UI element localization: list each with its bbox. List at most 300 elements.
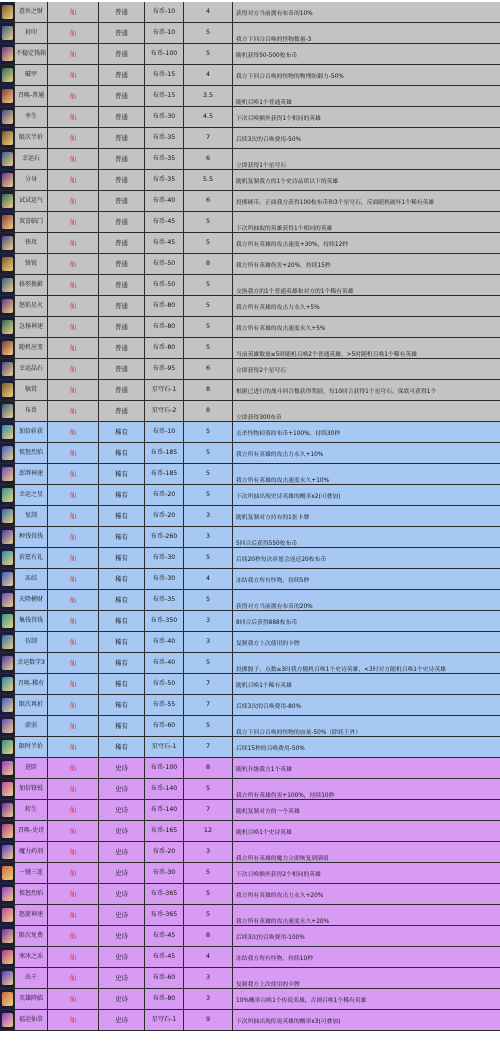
card-level: 5: [184, 863, 233, 883]
card-level: 3: [184, 842, 233, 862]
card-tag: 仙: [48, 485, 99, 505]
card-description: [233, 485, 500, 505]
card-level: 5: [184, 884, 233, 904]
table-row: [0, 590, 500, 611]
card-rarity: 史诗: [99, 758, 145, 778]
card-level: 5: [184, 23, 233, 43]
quick-attack-icon: [0, 233, 15, 253]
table-row: [0, 380, 500, 401]
card-description-text: 我方所有英雄的攻击速度+30%，持续12秒: [236, 242, 349, 248]
card-cost: 布币-15: [145, 86, 184, 106]
card-description-text: 当前英雄数量≤5时随机召唤2个普通英雄，>5时随机召唤1个稀有英雄: [236, 352, 417, 358]
card-name: 限时半价: [15, 737, 48, 757]
card-cost: 布币-20: [145, 842, 184, 862]
card-rarity: 普通: [99, 254, 145, 274]
card-cost: 布币-35: [145, 590, 184, 610]
table-row: [0, 149, 500, 170]
card-name: 限次半价: [15, 128, 48, 148]
table-row: [0, 338, 500, 359]
card-level: 5: [184, 485, 233, 505]
card-tag: 仙: [48, 590, 99, 610]
card-tag: 仙: [48, 821, 99, 841]
card-rarity: 史诗: [99, 821, 145, 841]
card-cost: 布币-365: [145, 905, 184, 925]
card-description-text: 获得对方当前拥有布币的10%: [236, 11, 313, 17]
card-name: 种钱得钱: [15, 527, 48, 547]
table-row: [0, 989, 500, 1010]
card-description-text: 随机复制对方的一个英雄: [236, 809, 300, 815]
card-level: 5: [184, 296, 233, 316]
card-cost: 布币-140: [145, 779, 184, 799]
card-name: 怒旋神速: [15, 905, 48, 925]
card-tag: 仙: [48, 296, 99, 316]
card-cost: 布币-80: [145, 317, 184, 337]
chest-icon: [0, 44, 15, 64]
card-cost: 布币-80: [145, 989, 184, 1009]
card-name: 封印: [15, 23, 48, 43]
card-level: 3: [184, 527, 233, 547]
card-description-text: 随机复制对方持有的1张卡牌: [236, 515, 310, 521]
table-row: [0, 275, 500, 296]
card-cost: 布币-60: [145, 968, 184, 988]
card-rarity: 普通: [99, 317, 145, 337]
card-name: 英雄降临: [15, 989, 48, 1009]
card-name: 怒焰星火: [15, 296, 48, 316]
card-description: [233, 23, 500, 43]
table-row: [0, 569, 500, 590]
double-loot-icon: [0, 422, 15, 442]
card-description: [233, 884, 500, 904]
card-rarity: 史诗: [99, 842, 145, 862]
card-name: 随机应变: [15, 338, 48, 358]
card-cost: 布币-45: [145, 926, 184, 946]
card-description: [233, 695, 500, 715]
card-description: [233, 926, 500, 946]
lucky-stone-icon: [0, 149, 15, 169]
card-description: [233, 863, 500, 883]
card-level: 5: [184, 905, 233, 925]
card-cost: 布币-100: [145, 758, 184, 778]
rebirth-icon: [0, 800, 15, 820]
table-row: [0, 800, 500, 821]
card-description-text: 10%概率召唤1个传说英雄，否则召唤1个稀有英雄: [236, 998, 367, 1004]
card-name: 召唤-普通: [15, 86, 48, 106]
card-cost: 布币-50: [145, 275, 184, 295]
table-row: [0, 863, 500, 884]
card-name: 出千: [15, 968, 48, 988]
card-tag: 仙: [48, 422, 99, 442]
card-description-text: 随机召唤1个普通英雄: [236, 100, 292, 106]
card-description: [233, 128, 500, 148]
card-level: 5: [184, 779, 233, 799]
card-name: 魔力药剂: [15, 842, 48, 862]
card-description-text: 我方下回合召唤的怪物的血量-50%（除妖王外）: [236, 730, 362, 736]
card-description-text: 立即获得300布币: [236, 415, 282, 421]
table-row: [0, 947, 500, 968]
table-row: [0, 548, 500, 569]
windfall-icon: [0, 590, 15, 610]
card-rarity: 史诗: [99, 1010, 145, 1030]
table-row: [0, 170, 500, 191]
card-description: [233, 359, 500, 379]
surge-icon: [0, 464, 15, 484]
card-level: 6: [184, 149, 233, 169]
table-row: [0, 737, 500, 758]
table-row: [0, 233, 500, 254]
card-description-text: 击杀怪物掉落的布币+100%，持续30秒: [236, 431, 341, 437]
table-row: [0, 254, 500, 275]
card-description-text: 8回合后获得888枚布币: [236, 620, 298, 626]
card-cost: 布币-50: [145, 674, 184, 694]
card-level: 6: [184, 359, 233, 379]
card-description-text: 获得对方当前拥有布币的20%: [236, 604, 313, 610]
table-row: [0, 653, 500, 674]
card-tag: 仙: [48, 233, 99, 253]
card-cost: 布币-40: [145, 632, 184, 652]
card-cost: 星穹石-1: [145, 380, 184, 400]
card-rarity: 稀有: [99, 548, 145, 568]
timed-discount-icon: [0, 737, 15, 757]
card-name: 不稳定钱箱: [15, 44, 48, 64]
card-cost: 布币-40: [145, 653, 184, 673]
table-row: [0, 485, 500, 506]
card-tag: 仙: [48, 44, 99, 64]
card-cost: 布币-10: [145, 23, 184, 43]
card-level: 8: [184, 401, 233, 421]
card-rarity: 史诗: [99, 800, 145, 820]
table-row: [0, 716, 500, 737]
card-name: 一键三连: [15, 863, 48, 883]
card-name: 仿制: [15, 632, 48, 652]
table-row: [0, 905, 500, 926]
card-description: [233, 674, 500, 694]
flame-icon: [0, 296, 15, 316]
table-row: [0, 212, 500, 233]
card-rarity: 普通: [99, 23, 145, 43]
card-name: 加倍锋锐: [15, 779, 48, 799]
card-level: 4: [184, 947, 233, 967]
free-icon: [0, 926, 15, 946]
card-name: 双喜临门: [15, 212, 48, 232]
card-description-text: 随机获得50-500枚布币: [236, 53, 298, 59]
gold-coin-icon: [0, 2, 15, 22]
card-name: 虚弱: [15, 716, 48, 736]
card-name: 限次再折: [15, 695, 48, 715]
card-level: 5: [184, 233, 233, 253]
card-cost: 布币-60: [145, 716, 184, 736]
card-rarity: 稀有: [99, 464, 145, 484]
card-level: 4.5: [184, 107, 233, 127]
table-row: [0, 2, 500, 23]
card-description: [233, 170, 500, 190]
card-name: 澎湃神速: [15, 464, 48, 484]
card-name: 孪生: [15, 107, 48, 127]
card-description: [233, 968, 500, 988]
table-row: [0, 128, 500, 149]
card-description-text: 复制我方上次使用的卡牌: [236, 982, 300, 988]
card-tag: 仙: [48, 716, 99, 736]
card-tag: 仙: [48, 464, 99, 484]
card-description-text: 下次所抽出现传说英雄的概率x3(可叠加): [236, 1019, 341, 1025]
card-description-text: 冻结我方所有怪物，持续5秒: [236, 578, 310, 584]
card-cost: 布币-40: [145, 191, 184, 211]
card-description-text: 下次召唤额外获得1个相同的英雄: [236, 116, 321, 122]
card-rarity: 普通: [99, 380, 145, 400]
table-row: [0, 968, 500, 989]
card-rarity: 普通: [99, 128, 145, 148]
card-description-text: 我方所有英雄伤害+20%，持续15秒: [236, 263, 331, 269]
card-tag: 仙: [48, 548, 99, 568]
card-cost: 布币-165: [145, 821, 184, 841]
table-row: [0, 884, 500, 905]
card-description-text: 随机升级我方1个英雄: [236, 767, 292, 773]
ice-icon: [0, 947, 15, 967]
card-level: 5: [184, 443, 233, 463]
table-row: [0, 359, 500, 380]
card-rarity: 普通: [99, 338, 145, 358]
table-row: [0, 779, 500, 800]
card-level: 3: [184, 506, 233, 526]
card-rarity: 稀有: [99, 632, 145, 652]
card-description: [233, 1010, 500, 1030]
card-description-text: 随机复制我方的1个史诗品质以下的英雄: [236, 179, 339, 185]
reward-icon: [0, 380, 15, 400]
card-description: [233, 401, 500, 421]
coin-pile-icon: [0, 401, 15, 421]
card-name: 福运仙草: [15, 1010, 48, 1030]
freeze-icon: [0, 569, 15, 589]
card-description: [233, 2, 500, 22]
card-name: 限次免费: [15, 926, 48, 946]
card-description: [233, 233, 500, 253]
card-description-text: 立即获得1个星穹石: [236, 163, 287, 169]
table-row: [0, 443, 500, 464]
card-level: 4: [184, 2, 233, 22]
card-tag: 仙: [48, 338, 99, 358]
card-tag: 仙: [48, 968, 99, 988]
card-rarity: 普通: [99, 86, 145, 106]
table-row: [0, 674, 500, 695]
card-rarity: 普通: [99, 44, 145, 64]
card-rarity: 稀有: [99, 716, 145, 736]
card-description-text: 5回合后获得550枚布币: [236, 541, 298, 547]
card-level: 8: [184, 254, 233, 274]
card-rarity: 普通: [99, 2, 145, 22]
table-row: [0, 23, 500, 44]
card-name: 召唤-稀有: [15, 674, 48, 694]
card-level: 3: [184, 611, 233, 631]
card-level: 12: [184, 821, 233, 841]
card-description-text: 我方所有英雄的攻击速度永久+10%: [236, 478, 330, 484]
card-name: 寒冰之冻: [15, 947, 48, 967]
card-rarity: 史诗: [99, 863, 145, 883]
seal-icon: [0, 23, 15, 43]
card-cost: 布币-15: [145, 65, 184, 85]
card-description-text: 随机召唤1个稀有英雄: [236, 683, 292, 689]
card-name: 进阶: [15, 758, 48, 778]
card-tag: 仙: [48, 380, 99, 400]
card-cost: 星穹石-2: [145, 401, 184, 421]
rage-flame-icon: [0, 443, 15, 463]
card-description: [233, 317, 500, 337]
card-description: [233, 611, 500, 631]
card-description: [233, 569, 500, 589]
coin-flip-icon: [0, 191, 15, 211]
card-description-text: 我方所有英雄伤害+100%，持续10秒: [236, 793, 335, 799]
card-name: 加倍斩获: [15, 422, 48, 442]
card-cost: 布币-365: [145, 884, 184, 904]
card-tag: 仙: [48, 443, 99, 463]
wish-icon: [0, 548, 15, 568]
card-rarity: 史诗: [99, 884, 145, 904]
card-description-text: 下次召唤额外获得2个相同的英雄: [236, 872, 321, 878]
card-description: [233, 632, 500, 652]
summon-epic-icon: [0, 821, 15, 841]
card-tag: 仙: [48, 506, 99, 526]
card-cost: 星穹石-1: [145, 1010, 184, 1030]
money-bag-icon: [0, 611, 15, 631]
card-name: 幸运晶石: [15, 359, 48, 379]
card-description-text: 我方下回合召唤的怪物的物理防御力-50%: [236, 74, 344, 80]
card-cost: 布币-80: [145, 296, 184, 316]
money-tree-icon: [0, 527, 15, 547]
table-row: [0, 65, 500, 86]
card-name: 试试运气: [15, 191, 48, 211]
lucky-star-icon: [0, 485, 15, 505]
card-tag: 仙: [48, 2, 99, 22]
card-name: 幸运之星: [15, 485, 48, 505]
card-description: [233, 65, 500, 85]
card-rarity: 稀有: [99, 590, 145, 610]
card-name: 愤怒烈焰: [15, 884, 48, 904]
card-description: [233, 107, 500, 127]
table-row: [0, 695, 500, 716]
card-rarity: 普通: [99, 296, 145, 316]
card-rarity: 稀有: [99, 653, 145, 673]
card-description: [233, 464, 500, 484]
card-description-text: 冻结我方所有怪物，持续10秒: [236, 956, 313, 962]
card-cost: 布币-350: [145, 611, 184, 631]
card-name: 复制: [15, 506, 48, 526]
card-rarity: 普通: [99, 233, 145, 253]
card-rarity: 普通: [99, 107, 145, 127]
card-description-text: 复制我方上次使用的卡牌: [236, 641, 300, 647]
card-rarity: 稀有: [99, 569, 145, 589]
card-level: 4: [184, 65, 233, 85]
card-description-text: 立即获得2个星穹石: [236, 368, 287, 374]
card-cost: 布币-45: [145, 233, 184, 253]
card-tag: 仙: [48, 401, 99, 421]
table-row: [0, 401, 500, 422]
card-level: 3: [184, 968, 233, 988]
card-level: 7: [184, 695, 233, 715]
card-tag: 仙: [48, 863, 99, 883]
card-description-text: 后续3次的召唤费用-50%: [236, 137, 302, 143]
card-level: 8: [184, 380, 233, 400]
whirl-icon: [0, 905, 15, 925]
potion-icon: [0, 842, 15, 862]
card-name: 快攻: [15, 233, 48, 253]
table-row: [0, 464, 500, 485]
card-name: 急扬神速: [15, 317, 48, 337]
card-description: [233, 254, 500, 274]
card-cost: 布币-30: [145, 863, 184, 883]
card-description: [233, 86, 500, 106]
card-rarity: 稀有: [99, 611, 145, 631]
card-description: [233, 338, 500, 358]
card-tag: 仙: [48, 107, 99, 127]
card-description: [233, 947, 500, 967]
card-name: 移形换影: [15, 275, 48, 295]
card-cost: 布币-35: [145, 170, 184, 190]
card-description-text: 随机召唤1个史诗英雄: [236, 830, 292, 836]
card-description: [233, 422, 500, 442]
card-tag: 仙: [48, 254, 99, 274]
card-description: [233, 905, 500, 925]
card-level: 3: [184, 632, 233, 652]
card-tag: 仙: [48, 653, 99, 673]
card-level: 5.5: [184, 170, 233, 190]
card-cost: 布币-100: [145, 44, 184, 64]
card-level: 9: [184, 1010, 233, 1030]
table-row: [0, 422, 500, 443]
card-tag: 仙: [48, 212, 99, 232]
table-row: [0, 86, 500, 107]
adapt-icon: [0, 338, 15, 358]
card-description: [233, 212, 500, 232]
discount-icon: [0, 128, 15, 148]
card-tag: 仙: [48, 86, 99, 106]
summon-icon: [0, 86, 15, 106]
card-tag: 仙: [48, 149, 99, 169]
rage-flame-epic-icon: [0, 884, 15, 904]
card-cost: 布币-45: [145, 212, 184, 232]
card-name: 召唤-史诗: [15, 821, 48, 841]
card-rarity: 稀有: [99, 737, 145, 757]
card-rarity: 普通: [99, 401, 145, 421]
card-tag: 仙: [48, 800, 99, 820]
discount-rare-icon: [0, 695, 15, 715]
card-tag: 仙: [48, 359, 99, 379]
double-joy-icon: [0, 212, 15, 232]
upgrade-icon: [0, 758, 15, 778]
summon-rare-icon: [0, 674, 15, 694]
card-name: 破甲: [15, 65, 48, 85]
card-level: 7: [184, 128, 233, 148]
card-name: 犒赏: [15, 380, 48, 400]
crystal-icon: [0, 359, 15, 379]
card-tag: 仙: [48, 170, 99, 190]
clone-icon: [0, 170, 15, 190]
card-level: 4: [184, 569, 233, 589]
blade-icon: [0, 254, 15, 274]
card-description: [233, 758, 500, 778]
card-name: 祈愿有礼: [15, 548, 48, 568]
card-cost: 布币-185: [145, 443, 184, 463]
card-description: [233, 296, 500, 316]
card-level: 3.5: [184, 86, 233, 106]
card-description: [233, 989, 500, 1009]
card-tag: 仙: [48, 947, 99, 967]
table-row: [0, 107, 500, 128]
card-tag: 仙: [48, 632, 99, 652]
card-description-text: 投掷硬币，正面我方获得100枚布币和3个星穹石，反面随机破坏1个稀有英雄: [236, 200, 435, 206]
card-rarity: 普通: [99, 65, 145, 85]
card-description-text: 下次所抽出现史诗英雄的概率x2(可叠加): [236, 494, 341, 500]
double-blade-icon: [0, 779, 15, 799]
card-tag: 仙: [48, 527, 99, 547]
card-level: 6: [184, 191, 233, 211]
